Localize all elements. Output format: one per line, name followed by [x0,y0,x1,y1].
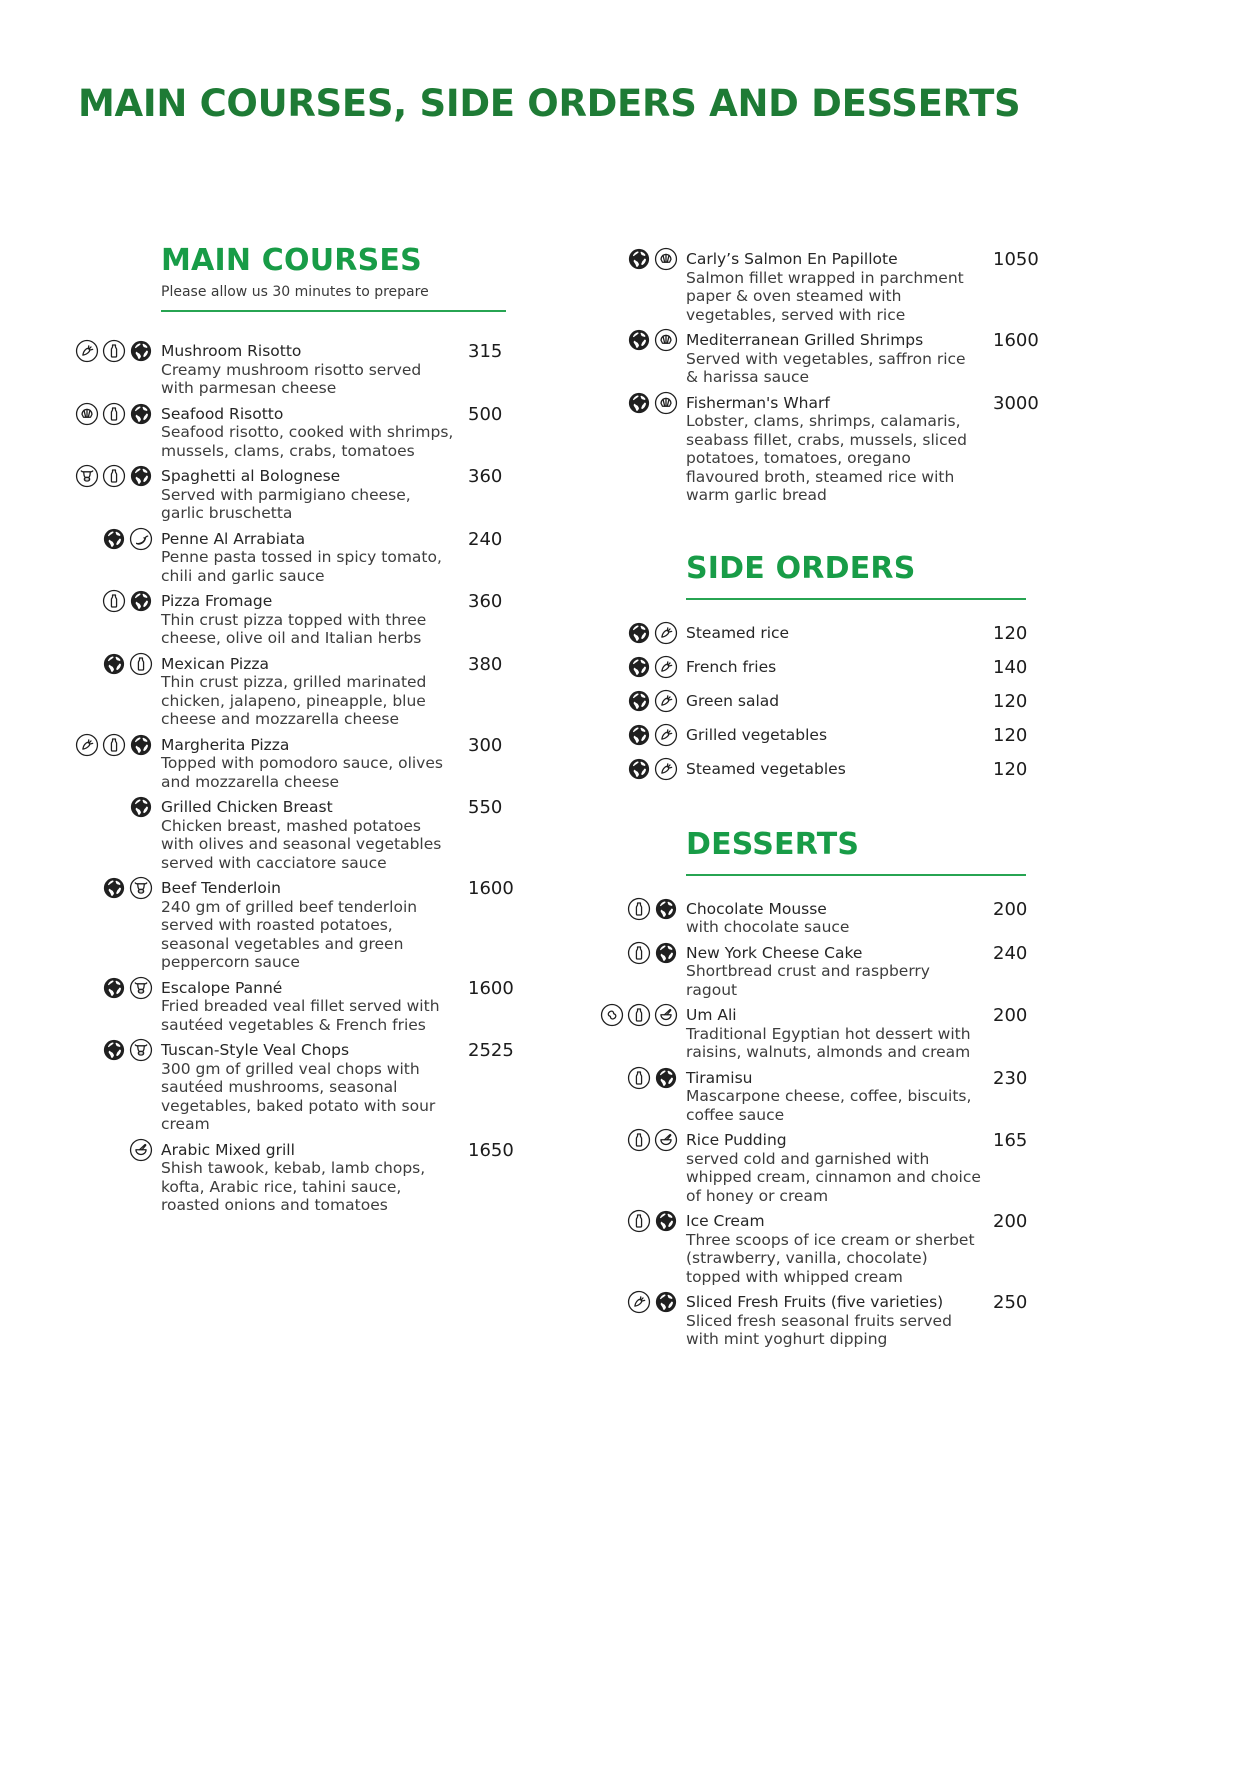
item-text [161,798,456,872]
item-price: 230 [993,1067,1028,1089]
item-price: 200 [993,1005,1028,1026]
menu-item [600,331,1049,387]
item-description: Lobster, clams, shrimps, calamaris, seabass fillet, crabs, mussels, sliced potatoes, tomatoes, oregano flavoured broth, steamed rice with warm garlic bread [686,412,967,504]
globe-icon [627,328,651,352]
globe-icon [654,941,678,965]
item-icons [75,1038,153,1062]
item-icons [75,876,153,900]
item-description: Thin crust pizza, grilled marinated chicken, jalapeno, pineapple, blue cheese and mozzarella cheese [161,673,427,728]
item-text [686,1069,981,1125]
globe-icon [102,976,126,1000]
item-icons [600,247,678,271]
item-name: Margherita Pizza [161,735,290,754]
menu-section [600,250,1049,505]
item-name: Grilled vegetables [686,725,828,744]
item-name: Um Ali [686,1006,737,1024]
item-name: Rice Pudding [686,1131,787,1149]
milk-bottle-icon [102,402,126,426]
item-text [686,726,981,745]
globe-icon [654,897,678,921]
globe-icon [654,1066,678,1090]
carrot-icon [654,655,678,679]
nuts-icon [600,1003,624,1027]
globe-icon [627,689,651,713]
item-icons [600,1003,678,1027]
item-text [686,1006,981,1062]
item-price: 380 [468,653,503,675]
item-description: Chicken breast, mashed potatoes with olives and seasonal vegetables served with cacciatore sauce [161,816,442,872]
item-text [686,1293,981,1349]
menu-item [600,1131,1049,1205]
item-icons [600,655,678,679]
item-text [161,879,456,972]
carrot-icon [75,733,99,757]
item-icons [75,1138,153,1162]
menu-item [75,467,524,523]
item-icons [75,976,153,1000]
carrot-icon [654,757,678,781]
carrot-icon [654,689,678,713]
carrot-icon [654,621,678,645]
item-icons [600,1066,678,1090]
item-name: Beef Tenderloin [161,879,281,897]
item-price: 165 [993,1130,1028,1151]
section-items [600,900,1049,1349]
item-name: Fisherman's Wharf [686,393,830,412]
section-items [600,250,1049,505]
item-name: Chocolate Mousse [686,899,827,918]
item-description: 240 gm of grilled beef tenderloin served with roasted potatoes, seasonal vegetables and green peppercorn sauce [161,897,418,971]
item-icons [75,464,153,488]
item-price: 1600 [993,330,1039,351]
item-description: Served with parmigiano cheese, garlic bruschetta [161,485,411,522]
item-price: 120 [993,622,1028,644]
item-price: 240 [993,942,1028,964]
item-icons [600,1290,678,1314]
item-description: Thin crust pizza topped with three cheese, olive oil and Italian herbs [161,610,427,647]
item-name: Carly’s Salmon En Papillote [686,250,898,268]
chili-icon [129,527,153,551]
item-text [161,405,456,461]
globe-icon [129,589,153,613]
globe-icon [654,1209,678,1233]
item-price: 200 [993,898,1028,920]
item-price: 360 [468,466,503,487]
item-icons [75,652,153,676]
menu-item [600,250,1049,324]
menu-item [75,1041,524,1134]
item-icons [600,1209,678,1233]
menu-item [600,1293,1049,1349]
menu-item [600,692,1049,713]
item-name: New York Cheese Cake [686,943,863,962]
item-icons [75,795,153,819]
globe-icon [102,1038,126,1062]
item-text [686,250,981,324]
item-name: Sliced Fresh Fruits (five varieties) [686,1293,944,1311]
menu-item [600,1069,1049,1125]
shellfish-icon [654,328,678,352]
menu-item [600,658,1049,679]
item-name: Ice Cream [686,1212,765,1230]
item-text [161,1141,456,1215]
menu-item [75,342,524,398]
menu-item [75,736,524,792]
shellfish-icon [75,402,99,426]
item-description: Mascarpone cheese, coffee, biscuits, coffee sauce [686,1087,972,1124]
menu-section [75,243,524,1215]
cow-icon [129,876,153,900]
menu-item [600,1006,1049,1062]
item-name: Grilled Chicken Breast [161,798,333,816]
cow-icon [75,464,99,488]
menu-item [600,726,1049,747]
globe-icon [102,652,126,676]
globe-icon [129,733,153,757]
item-text [686,1131,981,1205]
globe-icon [102,876,126,900]
section-items [75,342,524,1215]
item-description: Served with vegetables, saffron rice & harissa sauce [686,349,966,386]
item-icons [75,339,153,363]
item-price: 1600 [468,878,514,899]
mortar-bowl-icon [654,1003,678,1027]
item-price: 315 [468,341,503,362]
item-text [161,342,456,398]
item-name: Pizza Fromage [161,592,273,610]
item-description: Shortbread crust and raspberry ragout [686,962,930,999]
milk-bottle-icon [627,1003,651,1027]
cow-icon [129,976,153,1000]
item-name: Penne Al Arrabiata [161,529,306,548]
globe-icon [102,527,126,551]
item-text [686,760,981,779]
menu-item [75,1141,524,1215]
globe-icon [627,621,651,645]
item-icons [75,402,153,426]
globe-icon [627,391,651,415]
section-items [600,624,1049,781]
item-price: 200 [993,1211,1028,1232]
item-text [686,331,981,387]
menu-item [600,760,1049,781]
item-description: Topped with pomodoro sauce, olives and mozzarella cheese [161,754,443,791]
menu-item [600,624,1049,645]
item-price: 2525 [468,1040,514,1061]
item-name: Mushroom Risotto [161,342,302,360]
item-icons [600,621,678,645]
item-text [161,467,456,523]
item-description: Penne pasta tossed in spicy tomato, chili and garlic sauce [161,548,442,585]
item-description: served cold and garnished with whipped cream, cinnamon and choice of honey or cream [686,1149,981,1205]
globe-icon [129,795,153,819]
section-title: MAIN COURSES [161,243,422,278]
item-icons [75,527,153,551]
milk-bottle-icon [129,652,153,676]
item-name: French fries [686,657,777,676]
item-description: 300 gm of grilled veal chops with sautéed mushrooms, seasonal vegetables, baked potato with sour cream [161,1059,436,1133]
milk-bottle-icon [627,1209,651,1233]
item-icons [600,941,678,965]
globe-icon [627,723,651,747]
item-description: Fried breaded veal fillet served with sautéed vegetables & French fries [161,997,440,1034]
section-subtitle: Please allow us 30 minutes to prepare [161,284,429,300]
item-description: Creamy mushroom risotto served with parmesan cheese [161,360,422,397]
shellfish-icon [654,391,678,415]
milk-bottle-icon [627,941,651,965]
carrot-icon [654,723,678,747]
milk-bottle-icon [102,733,126,757]
item-text [686,394,981,505]
mortar-bowl-icon [129,1138,153,1162]
menu-item [75,530,524,586]
menu-section [600,551,1049,781]
globe-icon [627,655,651,679]
shellfish-icon [654,247,678,271]
milk-bottle-icon [102,464,126,488]
item-name: Mexican Pizza [161,654,269,673]
menu-item [75,879,524,972]
item-price: 140 [993,656,1028,678]
menu-item [600,900,1049,937]
globe-icon [129,464,153,488]
item-icons [600,897,678,921]
item-icons [75,733,153,757]
mortar-bowl-icon [654,1128,678,1152]
menu-item [75,655,524,729]
item-price: 500 [468,403,503,425]
item-icons [75,589,153,613]
item-price: 360 [468,591,503,612]
item-name: Mediterranean Grilled Shrimps [686,331,924,349]
carrot-icon [627,1290,651,1314]
item-name: Seafood Risotto [161,404,284,423]
item-description: Three scoops of ice cream or sherbet (strawberry, vanilla, chocolate) topped with whipped cream [686,1230,975,1286]
item-description: Seafood risotto, cooked with shrimps, mussels, clams, crabs, tomatoes [161,423,454,460]
item-name: Tiramisu [686,1068,753,1087]
item-text [161,592,456,648]
menu-item [75,592,524,648]
item-price: 1650 [468,1139,514,1161]
milk-bottle-icon [627,1066,651,1090]
globe-icon [129,339,153,363]
globe-icon [654,1290,678,1314]
item-price: 300 [468,734,503,756]
milk-bottle-icon [102,589,126,613]
item-name: Green salad [686,691,780,710]
item-description: with chocolate sauce [686,918,850,936]
section-header [161,243,506,312]
section-header [686,551,1026,600]
item-description: Sliced fresh seasonal fruits served with mint yoghurt dipping [686,1311,952,1348]
item-text [161,979,456,1035]
menu-item [75,405,524,461]
menu-section [600,827,1049,1349]
item-description: Shish tawook, kebab, lamb chops, kofta, Arabic rice, tahini sauce, roasted onions and tomatoes [161,1159,426,1214]
item-price: 550 [468,797,503,818]
page-title: MAIN COURSES, SIDE ORDERS AND DESSERTS [78,82,1021,125]
item-text [686,658,981,677]
section-title: DESSERTS [686,826,860,862]
item-description: Salmon fillet wrapped in parchment paper & oven steamed with vegetables, served with rice [686,268,964,324]
item-icons [600,391,678,415]
item-price: 250 [993,1292,1028,1313]
item-price: 3000 [993,392,1039,414]
milk-bottle-icon [627,1128,651,1152]
milk-bottle-icon [102,339,126,363]
item-icons [600,328,678,352]
item-text [161,530,456,586]
globe-icon [129,402,153,426]
item-name: Escalope Panné [161,978,283,997]
item-text [686,692,981,711]
item-text [686,944,981,1000]
item-description: Traditional Egyptian hot dessert with raisins, walnuts, almonds and cream [686,1024,971,1061]
menu-item [75,798,524,872]
item-icons [600,757,678,781]
item-name: Spaghetti al Bolognese [161,467,341,485]
item-price: 1600 [468,977,514,999]
item-text [161,736,456,792]
item-price: 120 [993,758,1028,780]
item-icons [600,1128,678,1152]
carrot-icon [75,339,99,363]
section-title: SIDE ORDERS [686,550,916,586]
globe-icon [627,757,651,781]
item-text [161,655,456,729]
item-icons [600,689,678,713]
item-text [686,1212,981,1286]
menu-item [75,979,524,1035]
item-price: 120 [993,690,1028,712]
item-text [686,624,981,643]
item-price: 240 [468,528,503,550]
item-name: Arabic Mixed grill [161,1140,295,1159]
right-column [600,250,1049,1356]
item-name: Steamed rice [686,623,790,642]
globe-icon [627,247,651,271]
item-icons [600,723,678,747]
menu-item [600,394,1049,505]
section-header [686,827,1026,876]
menu-item [600,1212,1049,1286]
item-text [686,900,981,937]
milk-bottle-icon [627,897,651,921]
left-column [75,243,524,1222]
menu-item [600,944,1049,1000]
item-text [161,1041,456,1134]
cow-icon [129,1038,153,1062]
item-name: Tuscan-Style Veal Chops [161,1041,350,1059]
item-price: 120 [993,724,1028,746]
item-name: Steamed vegetables [686,759,846,778]
item-price: 1050 [993,249,1039,270]
